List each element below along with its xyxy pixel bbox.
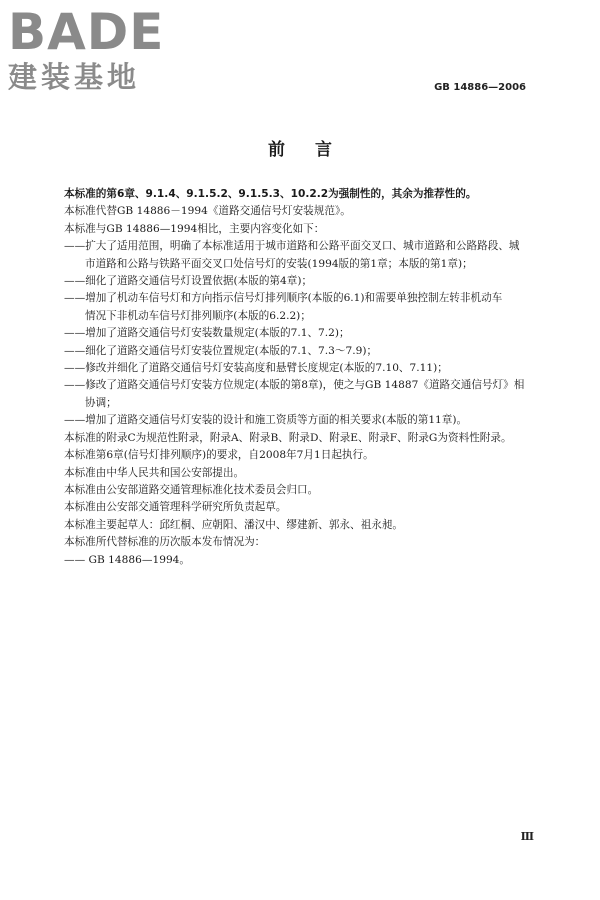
foreword-line: ——增加了机动车信号灯和方向指示信号灯排列顺序(本版的6.1)和需要单独控制左转非机动车 [64,292,503,305]
foreword-line: ——扩大了适用范围，明确了本标准适用于城市道路和公路平面交叉口、城市道路和公路路段、城 [64,240,520,253]
foreword-line: 市道路和公路与铁路平面交叉口处信号灯的安装(1994版的第1章；本版的第1章)； [85,257,473,270]
foreword-line: 本标准第6章(信号灯排列顺序)的要求，自2008年7月1日起执行。 [64,449,374,462]
foreword-line: 本标准的附录C为规范性附录，附录A、附录B、附录D、附录E、附录F、附录G为资料性附录。 [64,431,512,444]
foreword-line: ——修改并细化了道路交通信号灯安装高度和悬臂长度规定(本版的7.10、7.11)； [64,362,448,375]
foreword-line: 本标准所代替标准的历次版本发布情况为： [64,536,266,549]
foreword-line: 本标准主要起草人：邱红桐、应朝阳、潘汉中、缪建新、郭永、祖永昶。 [64,518,403,531]
foreword-line: 本标准的第6章、9.1.4、9.1.5.2、9.1.5.3、10.2.2为强制性的，其余为推荐性的。 [64,188,477,200]
foreword-line: ——细化了道路交通信号灯安装位置规定(本版的7.1、7.3～7.9)； [64,344,378,357]
foreword-line: ——细化了道路交通信号灯设置依据(本版的第4章)； [64,275,313,288]
foreword-body [64,186,544,569]
foreword-line: 本标准由公安部道路交通管理标准化技术委员会归口。 [64,483,319,496]
foreword-line: 协调； [85,396,117,409]
foreword-line: 情况下非机动车信号灯排列顺序(本版的6.2.2)； [85,309,311,322]
foreword-line: 本标准由公安部交通管理科学研究所负责起草。 [64,501,287,514]
foreword-line: ——增加了道路交通信号灯安装数量规定(本版的7.1、7.2)； [64,327,350,340]
foreword-line: 本标准与GB 14886—1994相比，主要内容变化如下： [64,222,325,235]
foreword-line: 本标准代替GB 14886－1994《道路交通信号灯安装规范》。 [64,205,351,218]
logo-subtitle: 建装基地 [8,60,141,94]
foreword-line: 本标准由中华人民共和国公安部提出。 [64,466,245,479]
bade-logo [8,3,183,94]
foreword-line: ——增加了道路交通信号灯安装的设计和施工资质等方面的相关要求(本版的第11章)。 [64,414,468,427]
foreword-line: —— GB 14886—1994。 [64,553,191,566]
standard-number: GB 14886—2006 [434,82,526,93]
logo-wordmark: BADE [8,3,165,61]
foreword-line: ——修改了道路交通信号灯安装方位规定(本版的第8章)，使之与GB 14887《道路交通信号灯》相 [64,379,525,392]
page-title: 前言 [268,140,362,160]
page-number: Ⅲ [520,830,534,843]
